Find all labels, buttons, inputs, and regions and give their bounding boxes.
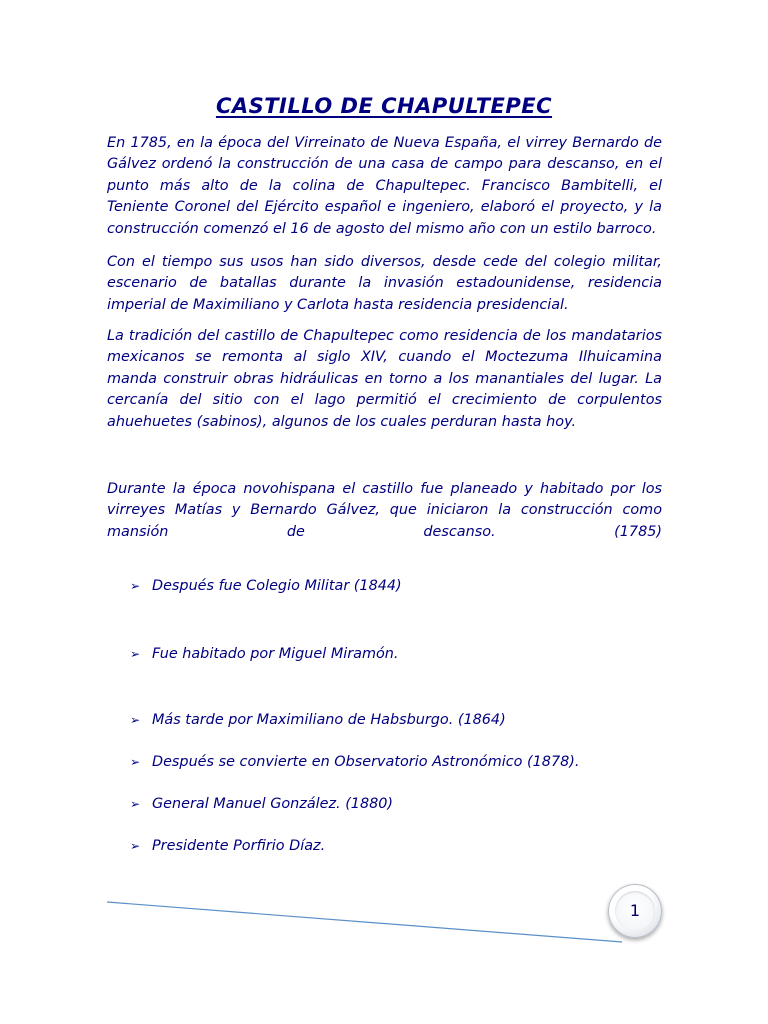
page-number: 1 [615,891,655,931]
document-title: CASTILLO DE CHAPULTEPEC [215,94,553,118]
bullet-text: General Manuel González. (1880) [152,796,394,812]
arrow-bullet-icon: ➢ [130,647,141,661]
bullet-text: Fue habitado por Miguel Miramón. [152,646,399,662]
bullet-text: Presidente Porfirio Díaz. [152,838,326,854]
arrow-bullet-icon: ➢ [130,755,141,769]
bullet-text: Más tarde por Maximiliano de Habsburgo. (1864) [152,712,506,728]
arrow-bullet-icon: ➢ [130,797,141,811]
arrow-bullet-icon: ➢ [130,713,141,727]
paragraph-3: La tradición del castillo de Chapultepec como residencia de los mandatarios mexicanos se remonta al siglo XIV, cuando el Moctezuma Ilhuicamina manda construir obras hidráulicas en torno a los manantiales del lugar. La cercanía del sitio con el lago permitió el crecimiento de corpulentos ahuehuetes (sabinos), algunos de los cuales perduran hasta hoy. [107,328,662,430]
paragraph-1: En 1785, en la época del Virreinato de Nueva España, el virrey Bernardo de Gálvez ordenó la construcción de una casa de campo para descanso, en el punto más alto de la colina de Chapultepec. Francisco Bambitelli, el Teniente Coronel del Ejército español e ingeniero, elaboró el proyecto, y la construcción comenzó el 16 de agosto del mismo año con un estilo barroco. [107,135,662,237]
paragraph-2: Con el tiempo sus usos han sido diversos, desde cede del colegio militar, escenario de batallas durante la invasión estadounidense, residencia imperial de Maximiliano y Carlota hasta residencia presidencial. [107,254,662,313]
arrow-bullet-icon: ➢ [130,579,141,593]
bullet-text: Después se convierte en Observatorio Astronómico (1878). [152,754,580,770]
page-number-badge [608,884,662,938]
arrow-bullet-icon: ➢ [130,839,141,853]
bullet-text: Después fue Colegio Militar (1844) [152,578,402,594]
footer-rule [107,902,622,942]
paragraph-4: Durante la época novohispana el castillo fue planeado y habitado por los virreyes Matías y Bernardo Gálvez, que iniciaron la construcción como mansión de descanso. (1785) [107,481,662,540]
